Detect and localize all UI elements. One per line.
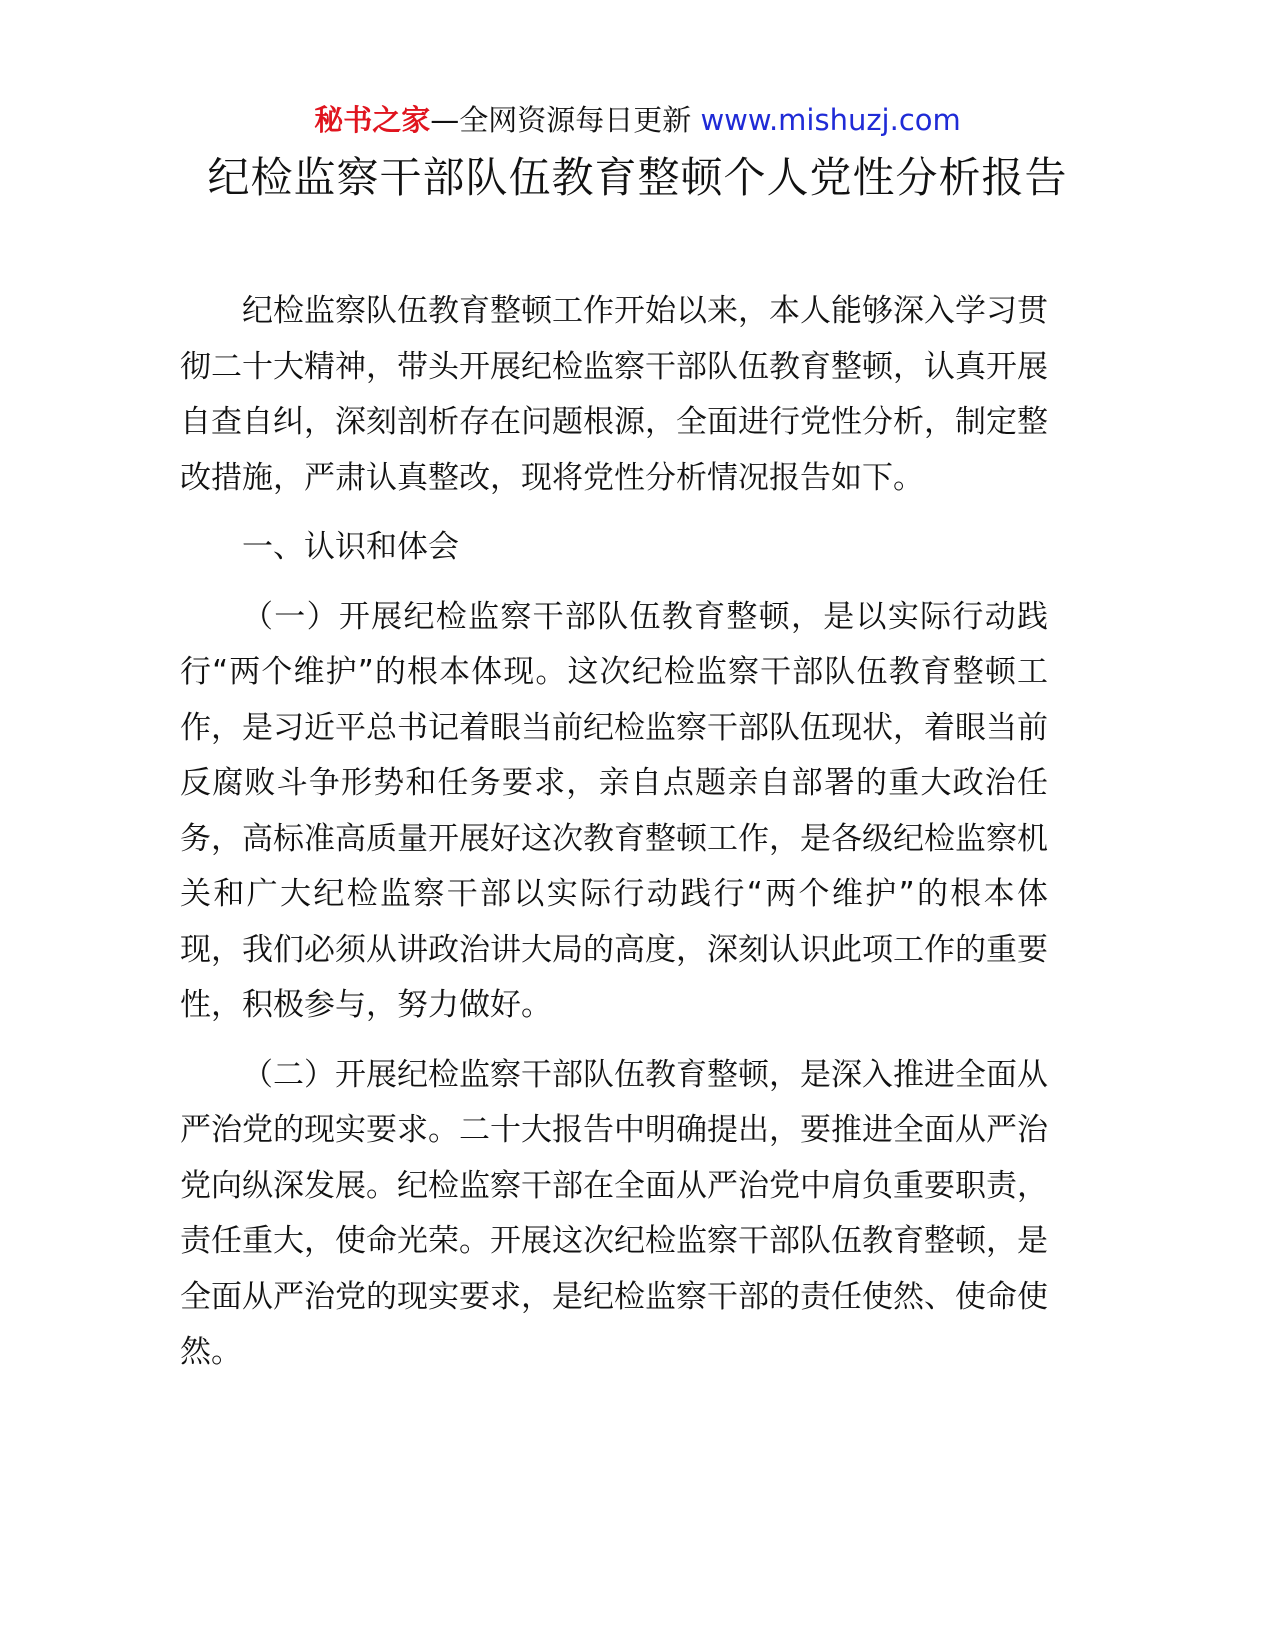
header-tagline: —全网资源每日更新 bbox=[430, 103, 692, 137]
point-1-paragraph: （一）开展纪检监察干部队伍教育整顿，是以实际行动践行“两个维护”的根本体现。这次纪检监察干部队伍教育整顿工作，是习近平总书记着眼当前纪检监察干部队伍现状，着眼当前反腐败斗争形势和任务要求，亲自点题亲自部署的重大政治任务，高标准高质量开展好这次教育整顿工作，是各级纪检监察机关和广大纪检监察干部以实际行动践行“两个维护”的根本体现，我们必须从讲政治讲大局的高度，深刻认识此项工作的重要性，积极参与，努力做好。 bbox=[180, 598, 1048, 1023]
document-body bbox=[180, 284, 1048, 1381]
document-title: 纪检监察干部队伍教育整顿个人党性分析报告 bbox=[207, 153, 1068, 202]
brand-name: 秘书之家 bbox=[314, 103, 431, 137]
intro-paragraph: 纪检监察队伍教育整顿工作开始以来，本人能够深入学习贯彻二十大精神，带头开展纪检监察干部队伍教育整顿，认真开展自查自纠，深刻剖析存在问题根源，全面进行党性分析，制定整改措施，严肃认真整改，现将党性分析情况报告如下。 bbox=[180, 293, 1048, 496]
site-url-link[interactable]: www.mishuzj.com bbox=[700, 103, 961, 137]
section-heading: 一、认识和体会 bbox=[242, 529, 459, 565]
point-2-paragraph: （二）开展纪检监察干部队伍教育整顿，是深入推进全面从严治党的现实要求。二十大报告中明确提出，要推进全面从严治党向纵深发展。纪检监察干部在全面从严治党中肩负重要职责，责任重大，使命光荣。开展这次纪检监察干部队伍教育整顿，是全面从严治党的现实要求，是纪检监察干部的责任使然、使命使然。 bbox=[180, 1056, 1048, 1370]
site-header bbox=[0, 100, 1275, 140]
